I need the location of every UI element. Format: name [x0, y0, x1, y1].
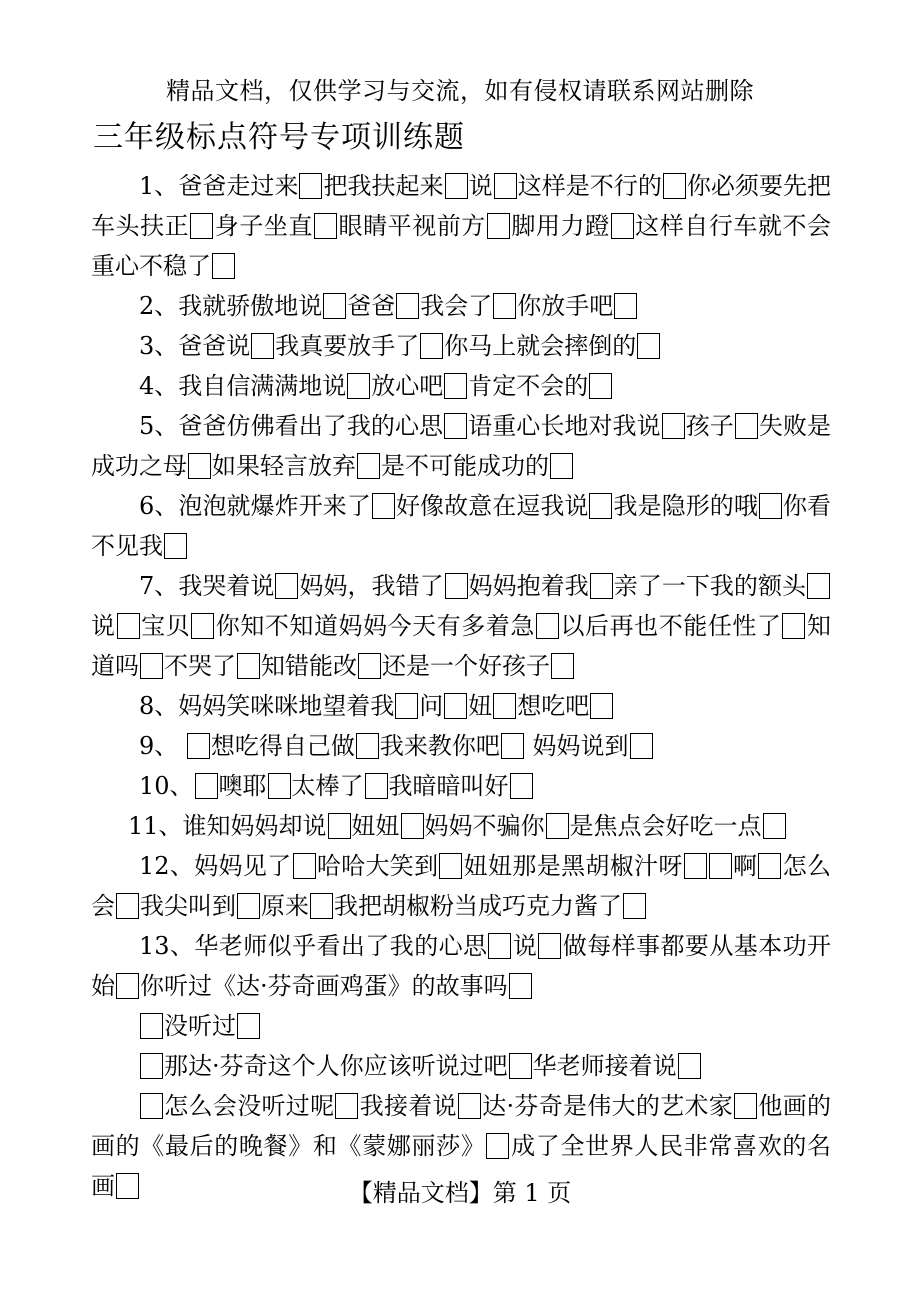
blank-answer-box[interactable]: [444, 373, 467, 399]
blank-answer-box[interactable]: [678, 1053, 701, 1079]
exercise-text: 10、: [139, 772, 194, 800]
blank-answer-box[interactable]: [493, 693, 516, 719]
blank-answer-box[interactable]: [299, 173, 322, 199]
blank-answer-box[interactable]: [488, 933, 511, 959]
exercise-item: [91, 766, 831, 806]
exercise-text: 还是一个好孩子: [382, 652, 550, 680]
blank-answer-box[interactable]: [310, 893, 333, 919]
exercise-text: 6、泡泡就爆炸开来了: [139, 492, 371, 520]
blank-answer-box[interactable]: [501, 733, 524, 759]
blank-answer-box[interactable]: [637, 333, 660, 359]
exercise-text: 11、谁知妈妈却说: [128, 812, 327, 840]
blank-answer-box[interactable]: [116, 893, 139, 919]
exercise-text: 5、爸爸仿佛看出了我的心思: [139, 412, 444, 440]
exercise-text: 9、: [139, 732, 186, 760]
blank-answer-box[interactable]: [328, 813, 351, 839]
exercise-text: 啊: [732, 852, 758, 880]
blank-answer-box[interactable]: [684, 853, 707, 879]
blank-answer-box[interactable]: [420, 333, 443, 359]
exercise-item: [91, 166, 831, 286]
exercise-item: [91, 486, 831, 566]
blank-answer-box[interactable]: [212, 253, 235, 279]
exercise-text: 你知不知道妈妈今天有多着急: [215, 612, 535, 640]
blank-answer-box[interactable]: [590, 693, 613, 719]
blank-answer-box[interactable]: [623, 893, 646, 919]
blank-answer-box[interactable]: [323, 293, 346, 319]
blank-answer-box[interactable]: [190, 213, 213, 239]
exercise-item: [91, 926, 831, 1006]
exercise-text: 我是隐形的哦: [613, 492, 758, 520]
exercise-text: 12、妈妈见了: [139, 852, 292, 880]
exercise-item: [91, 1046, 831, 1086]
exercise-text: 13、华老师似乎看出了我的心思: [139, 932, 488, 960]
page-footer: 【精品文档】第 1 页: [348, 1179, 572, 1207]
exercise-item: [91, 286, 831, 326]
exercise-text: 4、我自信满满地说: [139, 372, 347, 400]
blank-answer-box[interactable]: [444, 693, 467, 719]
blank-answer-box[interactable]: [536, 613, 559, 639]
exercise-text: 3、爸爸说: [139, 332, 251, 360]
blank-answer-box[interactable]: [237, 653, 260, 679]
exercise-text: 你听过《达·芬奇画鸡蛋》的故事吗: [140, 972, 508, 1000]
blank-answer-box[interactable]: [589, 373, 612, 399]
exercise-text: 说: [91, 612, 116, 640]
exercise-text: 想吃吧: [517, 692, 590, 720]
blank-answer-box[interactable]: [439, 853, 462, 879]
blank-answer-box[interactable]: [709, 853, 732, 879]
blank-answer-box[interactable]: [551, 653, 574, 679]
exercise-text: 他画的画的《最后的晚餐》和《蒙娜丽莎》: [91, 1092, 832, 1160]
exercise-text: 妈妈抱着我: [468, 572, 589, 600]
exercise-text: 达·芬奇是伟大的艺术家: [481, 1092, 734, 1120]
exercise-text: 你马上就会摔倒的: [444, 332, 637, 360]
exercise-text: 你必须要先把车头扶正: [91, 172, 832, 240]
exercise-text: 华老师接着说: [532, 1052, 677, 1080]
exercise-text: 这样自行车就不会重心不稳了: [91, 212, 832, 280]
exercise-text: 1、爸爸走过来: [139, 172, 299, 200]
exercise-text: 如果轻言放弃: [212, 452, 356, 480]
exercise-text: 我暗暗叫好: [388, 772, 509, 800]
exercise-text: 妞妞那是黑胡椒汁呀: [463, 852, 683, 880]
exercise-text: 肯定不会的: [468, 372, 589, 400]
exercise-text: 身子坐直: [214, 212, 313, 240]
blank-answer-box[interactable]: [195, 773, 218, 799]
blank-answer-box[interactable]: [117, 613, 140, 639]
blank-answer-box[interactable]: [734, 1093, 757, 1119]
blank-answer-box[interactable]: [662, 413, 685, 439]
blank-answer-box[interactable]: [237, 1013, 260, 1039]
exercise-text: 原来: [261, 892, 309, 920]
blank-answer-box[interactable]: [401, 813, 424, 839]
exercise-text: 知道吗: [91, 612, 832, 680]
exercise-text: 我来教你吧: [379, 732, 500, 760]
exercise-text: 我真要放手了: [275, 332, 420, 360]
blank-answer-box[interactable]: [251, 333, 274, 359]
blank-answer-box[interactable]: [358, 653, 381, 679]
exercise-text: 你放手吧: [517, 292, 614, 320]
exercise-text: 妈妈说到: [524, 732, 629, 760]
blank-answer-box[interactable]: [614, 293, 637, 319]
exercise-text: 亲了一下我的额头: [613, 572, 807, 600]
exercise-text: 是焦点会好吃一点: [569, 812, 762, 840]
exercise-text: 妈妈不骗你: [424, 812, 545, 840]
exercise-text: 那达·芬奇这个人你应该听说过吧: [164, 1052, 508, 1080]
exercise-text: 孩子: [685, 412, 734, 440]
exercise-text: 放心吧: [371, 372, 444, 400]
blank-answer-box[interactable]: [268, 773, 291, 799]
exercise-text: 不哭了: [164, 652, 236, 680]
blank-answer-box[interactable]: [445, 173, 468, 199]
exercise-text: 妈妈，我错了: [299, 572, 444, 600]
exercise-text: 脚用力蹬: [510, 212, 610, 240]
exercise-text: 宝贝: [140, 612, 191, 640]
exercise-text: 没听过: [164, 1012, 236, 1040]
exercise-text: 以后再也不能任性了: [559, 612, 782, 640]
blank-answer-box[interactable]: [116, 973, 139, 999]
exercise-item: [91, 1006, 831, 1046]
blank-answer-box[interactable]: [140, 1013, 163, 1039]
exercise-text: 怎么会没听过呢: [164, 1092, 335, 1120]
blank-answer-box[interactable]: [763, 813, 786, 839]
document-title: 三年级标点符号专项训练题: [93, 120, 465, 155]
blank-answer-box[interactable]: [663, 173, 686, 199]
exercise-text: 7、我哭着说: [139, 572, 275, 600]
exercise-text: 太棒了: [291, 772, 364, 800]
exercise-text: 2、我就骄傲地说: [139, 292, 323, 320]
blank-answer-box[interactable]: [164, 533, 187, 559]
exercise-text: 我把胡椒粉当成巧克力酱了: [334, 892, 622, 920]
blank-answer-box[interactable]: [630, 733, 653, 759]
exercise-text: 失败是成功之母: [91, 412, 832, 480]
blank-answer-box[interactable]: [509, 973, 532, 999]
exercise-text: 说: [468, 172, 493, 200]
exercise-text: 是不可能成功的: [381, 452, 549, 480]
blank-answer-box[interactable]: [550, 453, 573, 479]
blank-answer-box[interactable]: [538, 933, 561, 959]
blank-answer-box[interactable]: [356, 733, 379, 759]
exercise-text: 把我扶起来: [323, 172, 444, 200]
exercise-item: [91, 686, 831, 726]
exercise-list: [91, 166, 831, 1206]
exercise-item: [91, 806, 831, 846]
exercise-text: 妞妞: [351, 812, 400, 840]
blank-answer-box[interactable]: [759, 493, 782, 519]
exercise-text: 8、妈妈笑咪咪地望着我: [139, 692, 395, 720]
blank-answer-box[interactable]: [365, 773, 388, 799]
blank-answer-box[interactable]: [782, 613, 805, 639]
blank-answer-box[interactable]: [372, 493, 395, 519]
blank-answer-box[interactable]: [509, 1053, 532, 1079]
blank-answer-box[interactable]: [611, 213, 634, 239]
blank-answer-box[interactable]: [140, 1053, 163, 1079]
exercise-text: 语重心长地对我说: [468, 412, 661, 440]
exercise-text: 哈哈大笑到: [316, 852, 439, 880]
blank-answer-box[interactable]: [191, 613, 214, 639]
blank-answer-box[interactable]: [493, 293, 516, 319]
blank-answer-box[interactable]: [140, 653, 163, 679]
blank-answer-box[interactable]: [347, 373, 370, 399]
blank-answer-box[interactable]: [486, 1133, 509, 1159]
blank-answer-box[interactable]: [494, 173, 517, 199]
blank-answer-box[interactable]: [293, 853, 316, 879]
blank-answer-box[interactable]: [546, 813, 569, 839]
exercise-text: 说: [512, 932, 538, 960]
blank-answer-box[interactable]: [396, 293, 419, 319]
exercise-item: [91, 366, 831, 406]
blank-answer-box[interactable]: [357, 453, 380, 479]
exercise-item: [91, 326, 831, 366]
exercise-item: [91, 406, 831, 486]
exercise-text: 你看不见我: [91, 492, 832, 560]
blank-answer-box[interactable]: [140, 1093, 163, 1119]
blank-answer-box[interactable]: [487, 213, 510, 239]
header-note: 精品文档，仅供学习与交流，如有侵权请联系网站删除: [166, 77, 754, 105]
blank-answer-box[interactable]: [590, 573, 613, 599]
exercise-item: [91, 566, 831, 686]
blank-answer-box[interactable]: [187, 733, 210, 759]
blank-answer-box[interactable]: [444, 413, 467, 439]
exercise-text: 爸爸: [347, 292, 396, 320]
blank-answer-box[interactable]: [335, 1093, 358, 1119]
exercise-text: 想吃得自己做: [210, 732, 355, 760]
exercise-item: [91, 846, 831, 926]
blank-answer-box[interactable]: [510, 773, 533, 799]
exercise-text: 问: [419, 692, 444, 720]
blank-answer-box[interactable]: [395, 693, 418, 719]
blank-answer-box[interactable]: [275, 573, 298, 599]
exercise-text: 妞: [468, 692, 493, 720]
blank-answer-box[interactable]: [237, 893, 260, 919]
exercise-text: 眼睛平视前方: [337, 212, 486, 240]
blank-answer-box[interactable]: [188, 453, 211, 479]
exercise-item: [91, 726, 831, 766]
exercise-text: 做每样事都要从基本功开始: [91, 932, 832, 1000]
exercise-text: 这样是不行的: [517, 172, 662, 200]
exercise-text: 我会了: [420, 292, 493, 320]
exercise-text: 怎么会: [91, 852, 832, 920]
blank-answer-box[interactable]: [807, 573, 830, 599]
exercise-text: 知错能改: [261, 652, 357, 680]
exercise-text: 我尖叫到: [140, 892, 236, 920]
blank-answer-box[interactable]: [314, 213, 337, 239]
blank-answer-box[interactable]: [458, 1093, 481, 1119]
blank-answer-box[interactable]: [735, 413, 758, 439]
blank-answer-box[interactable]: [589, 493, 612, 519]
blank-answer-box[interactable]: [758, 853, 781, 879]
exercise-text: 好像故意在逗我说: [395, 492, 589, 520]
blank-answer-box[interactable]: [445, 573, 468, 599]
exercise-text: 噢耶: [218, 772, 267, 800]
exercise-text: 我接着说: [359, 1092, 457, 1120]
exercise-text: 成了全世界人民非常喜欢的名画: [91, 1132, 832, 1200]
